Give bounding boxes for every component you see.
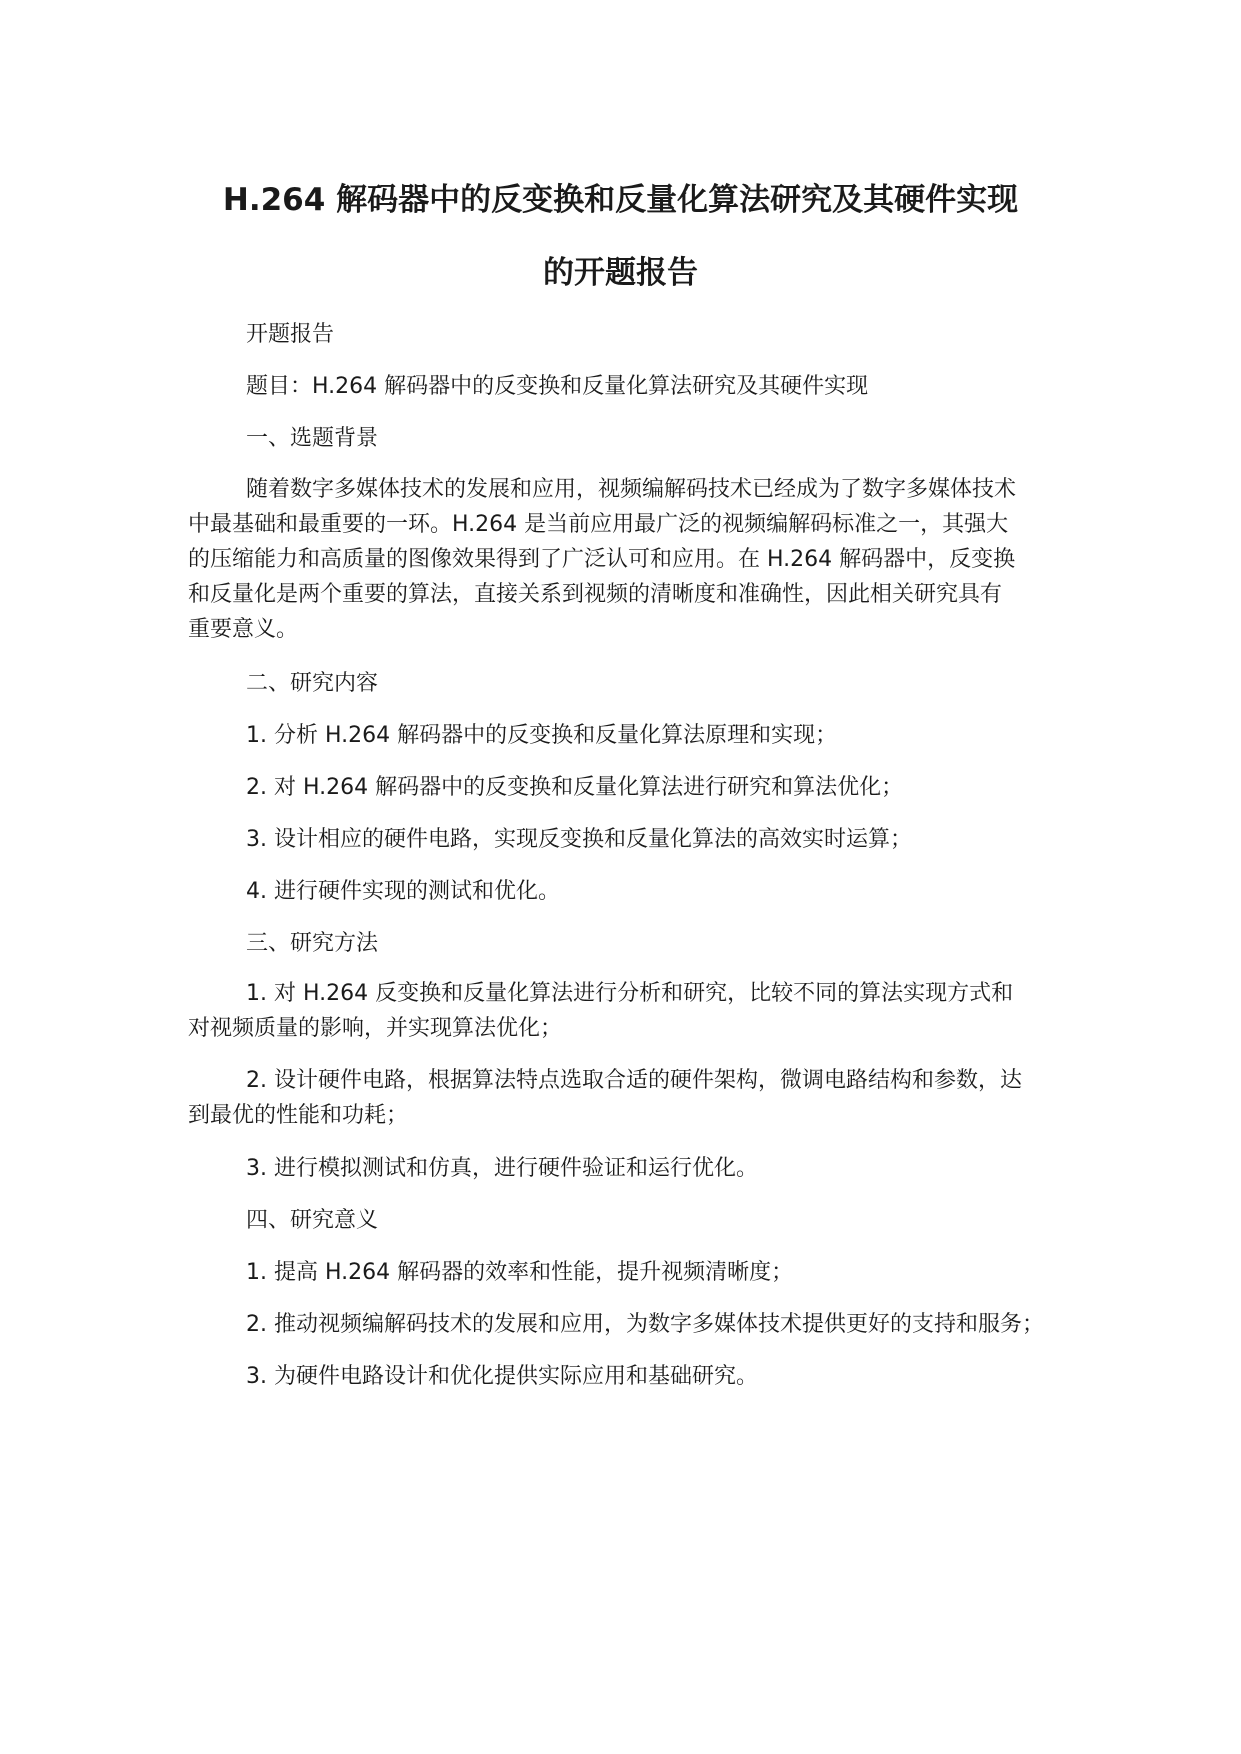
section1-line: 随着数字多媒体技术的发展和应用，视频编解码技术已经成为了数字多媒体技术: [246, 477, 1017, 502]
section3-item-1-line: 1. 对 H.264 反变换和反量化算法进行分析和研究，比较不同的算法实现方式和: [246, 981, 1014, 1006]
section2-item: 4. 进行硬件实现的测试和优化。: [246, 879, 560, 904]
section3-heading: 三、研究方法: [246, 931, 379, 956]
section2-item: 3. 设计相应的硬件电路，实现反变换和反量化算法的高效实时运算；: [246, 827, 912, 852]
section3-item-1-line: 对视频质量的影响，并实现算法优化；: [188, 1016, 563, 1041]
section3-item-2-line: 2. 设计硬件电路，根据算法特点选取合适的硬件架构，微调电路结构和参数，达: [246, 1068, 1022, 1093]
document-title-line-2: 的开题报告: [543, 255, 698, 291]
section2-heading: 二、研究内容: [246, 671, 379, 696]
section4-heading: 四、研究意义: [246, 1208, 379, 1233]
document-title-line-1: H.264 解码器中的反变换和反量化算法研究及其硬件实现: [222, 182, 1019, 218]
section4-item: 2. 推动视频编解码技术的发展和应用，为数字多媒体技术提供更好的支持和服务；: [246, 1312, 1044, 1337]
section1-line: 和反量化是两个重要的算法，直接关系到视频的清晰度和准确性，因此相关研究具有: [188, 582, 1003, 607]
section1-line: 中最基础和最重要的一环。H.264 是当前应用最广泛的视频编解码标准之一，其强大: [188, 512, 1009, 537]
section1-line: 的压缩能力和高质量的图像效果得到了广泛认可和应用。在 H.264 解码器中，反变换: [188, 547, 1016, 572]
section1-line: 重要意义。: [188, 617, 299, 642]
section3-item-3: 3. 进行模拟测试和仿真，进行硬件验证和运行优化。: [246, 1156, 758, 1181]
section2-item: 1. 分析 H.264 解码器中的反变换和反量化算法原理和实现；: [246, 723, 838, 748]
section1-paragraph: [188, 472, 1068, 647]
report-heading: 开题报告: [246, 322, 335, 347]
topic-line: 题目：H.264 解码器中的反变换和反量化算法研究及其硬件实现: [246, 374, 869, 399]
section2-item: 2. 对 H.264 解码器中的反变换和反量化算法进行研究和算法优化；: [246, 775, 904, 800]
section1-heading: 一、选题背景: [246, 426, 379, 451]
section3-item-1: [188, 976, 1068, 1046]
section3-item-2: [188, 1063, 1068, 1133]
section4-item: 3. 为硬件电路设计和优化提供实际应用和基础研究。: [246, 1364, 758, 1389]
section3-item-2-line: 到最优的性能和功耗；: [188, 1103, 409, 1128]
section4-item: 1. 提高 H.264 解码器的效率和性能，提升视频清晰度；: [246, 1260, 794, 1285]
